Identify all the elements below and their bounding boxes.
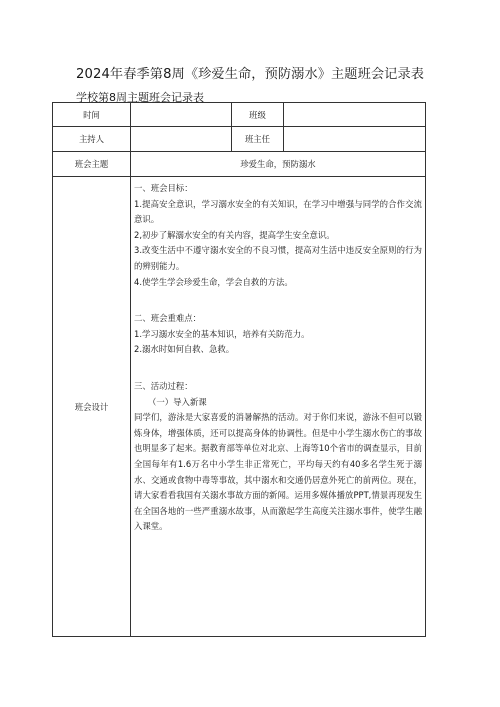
value-class xyxy=(284,103,426,127)
label-design: 班会设计 xyxy=(53,177,131,637)
label-teacher: 班主任 xyxy=(232,127,284,152)
process-heading: 三、活动过程： xyxy=(134,380,193,391)
document-subtitle: 学校第8周主题班会记录表 xyxy=(76,91,204,104)
row-host-teacher xyxy=(53,127,426,152)
value-theme: 珍爱生命，预防溺水 xyxy=(131,152,426,177)
label-theme: 班会主题 xyxy=(53,152,131,177)
process-subheading: （一）导入新课 xyxy=(148,396,207,407)
label-class: 班级 xyxy=(232,103,284,127)
value-host xyxy=(131,127,232,152)
document-title: 2024年春季第8周《珍爱生命，预防溺水》主题班会记录表 xyxy=(75,67,425,82)
value-teacher xyxy=(284,127,426,152)
goals-heading: 一、班会目标： xyxy=(134,183,193,193)
row-design xyxy=(53,177,426,637)
meeting-record-table xyxy=(52,102,426,637)
row-time-class xyxy=(53,103,426,127)
goal-item: 2,初步了解溺水安全的有关内容，提高学生安全意识。 xyxy=(134,229,335,240)
key-point-item: 1.学习溺水安全的基本知识，培养有关防范力。 xyxy=(134,328,310,339)
intro-paragraph: 同学们，游泳是大家喜爱的消暑解热的活动。对于你们来说，游泳不但可以锻炼身体，增强体质，还可以提高身体的协调性。但是中小学生溺水伤亡的事故也明显多了起来。据教育部等单位对北京、上海等10个省市的调查显示，目前全国每年有1.6万名中小学生非正常死亡，平均每天约有40多名学生死于溺水、交通或食物中毒等事故，其中溺水和交通仍居意外死亡的前两位。现在，请大家看看我国有关溺水事故方面的新闻。运用多媒体播放PPT,情景再现发生在全国各地的一些严重溺水故事，从而激起学生高度关注溺水事件，使学生融入课堂。 xyxy=(134,412,422,532)
row-theme xyxy=(53,152,426,177)
goal-item: 1.提高安全意识，学习溺水安全的有关知识，在学习中增强与同学的合作交流意识。 xyxy=(134,198,422,225)
key-point-item: 2.溺水时如何自救、急救。 xyxy=(134,344,235,355)
key-points-heading: 二、班会重难点： xyxy=(134,313,201,324)
value-time xyxy=(131,103,232,127)
design-content xyxy=(131,177,426,637)
label-time: 时间 xyxy=(53,103,131,127)
goal-item: 3.改变生活中不遵守溺水安全的不良习惯，提高对生活中违反安全原则的行为的辨别能力。 xyxy=(134,245,422,271)
label-host: 主持人 xyxy=(53,127,131,152)
goal-item: 4.使学生学会珍爱生命，学会自救的方法。 xyxy=(134,276,293,287)
